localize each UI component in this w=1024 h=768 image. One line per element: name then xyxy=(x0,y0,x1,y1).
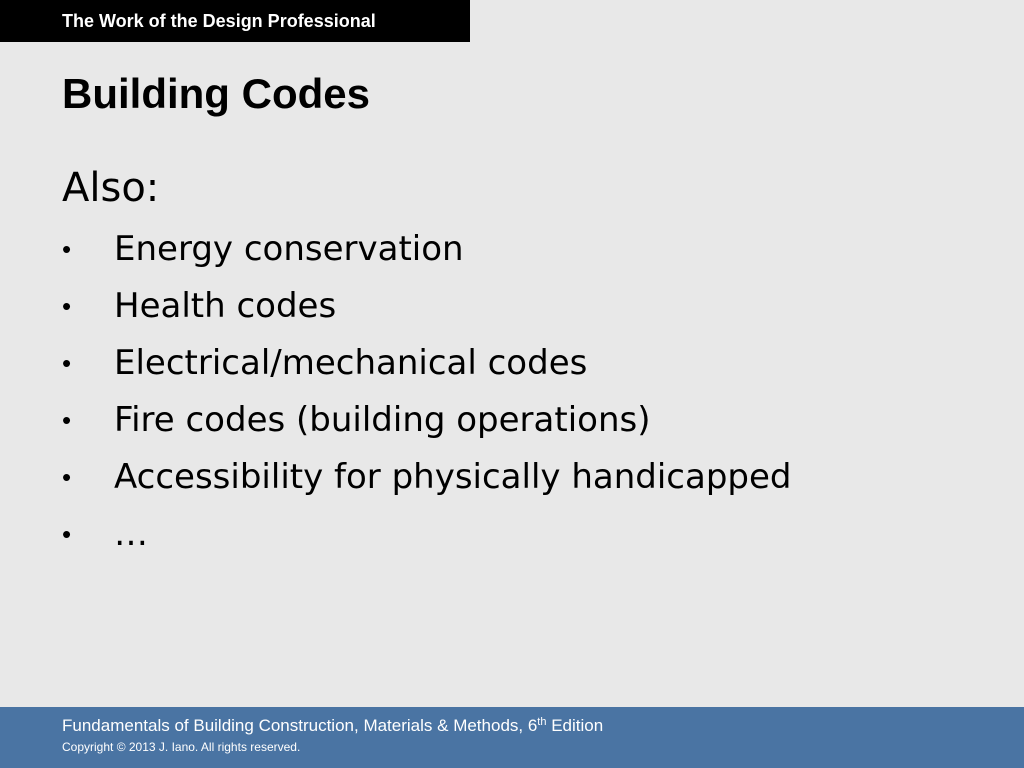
footer-book-title xyxy=(62,715,603,737)
bullet-icon: • xyxy=(62,405,72,435)
bullet-icon: • xyxy=(62,519,72,549)
section-header-label: The Work of the Design Professional xyxy=(62,11,376,31)
book-title-text: Fundamentals of Building Construction, Materials & Methods, 6 xyxy=(62,716,538,735)
bullet-icon: • xyxy=(62,234,72,264)
bullet-icon: • xyxy=(62,348,72,378)
bullet-text: Health codes xyxy=(114,286,337,326)
section-header-tab xyxy=(0,0,470,42)
bullet-text: Fire codes (building operations) xyxy=(114,400,651,440)
intro-text: Also: xyxy=(62,165,160,211)
slide-title: Building Codes xyxy=(62,70,370,117)
edition-superscript: th xyxy=(537,716,547,728)
footer-bar xyxy=(0,707,1024,768)
bullet-text: Electrical/mechanical codes xyxy=(114,343,588,383)
footer-copyright: Copyright © 2013 J. Iano. All rights reserved. xyxy=(62,740,301,754)
bullet-icon: • xyxy=(62,291,72,321)
bullet-text: … xyxy=(114,514,148,554)
bullet-icon: • xyxy=(62,462,72,492)
bullet-text: Energy conservation xyxy=(114,229,464,269)
bullet-text: Accessibility for physically handicapped xyxy=(114,457,792,497)
edition-label: Edition xyxy=(546,716,604,735)
